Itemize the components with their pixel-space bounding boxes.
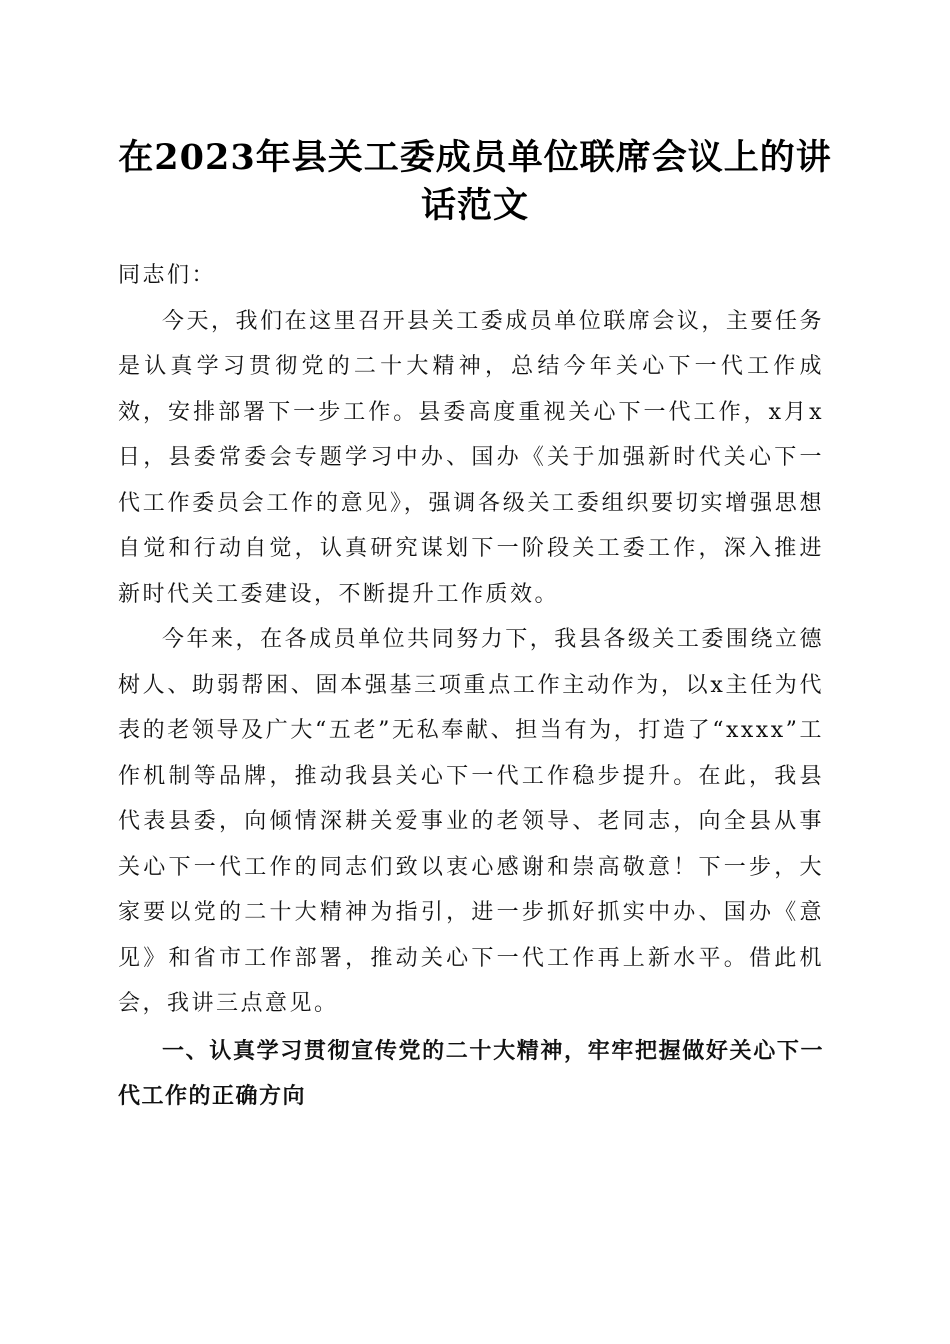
body-paragraph-2: 今年来，在各成员单位共同努力下，我县各级关工委围绕立德树人、助弱帮困、固本强基三项重点工作主动作为，以x主任为代表的老领导及广大“五老”无私奉献、担当有为，打造了“xxxx”工作机制等品牌，推动我县关心下一代工作稳步提升。在此，我县代表县委，向倾情深耕关爱事业的老领导、老同志，向全县从事关心下一代工作的同志们致以衷心感谢和崇高敬意！下一步，大家要以党的二十大精神为指引，进一步抓好抓实中办、国办《意见》和省市工作部署，推动关心下一代工作再上新水平。借此机会，我讲三点意见。 bbox=[118, 627, 824, 1016]
document-title: 在2023年县关工委成员单位联席会议上的讲话范文 bbox=[118, 137, 832, 226]
document-body bbox=[118, 253, 824, 1120]
section-heading-1: 一、认真学习贯彻宣传党的二十大精神，牢牢把握做好关心下一代工作的正确方向 bbox=[118, 1038, 824, 1109]
body-paragraph-1: 今天，我们在这里召开县关工委成员单位联席会议，主要任务是认真学习贯彻党的二十大精神，总结今年关心下一代工作成效，安排部署下一步工作。县委高度重视关心下一代工作，x月x日，县委常委会专题学习中办、国办《关于加强新时代关心下一代工作委员会工作的意见》，强调各级关工委组织要切实增强思想自觉和行动自觉，认真研究谋划下一阶段关工委工作，深入推进新时代关工委建设，不断提升工作质效。 bbox=[118, 308, 824, 607]
salutation: 同志们： bbox=[118, 263, 217, 288]
